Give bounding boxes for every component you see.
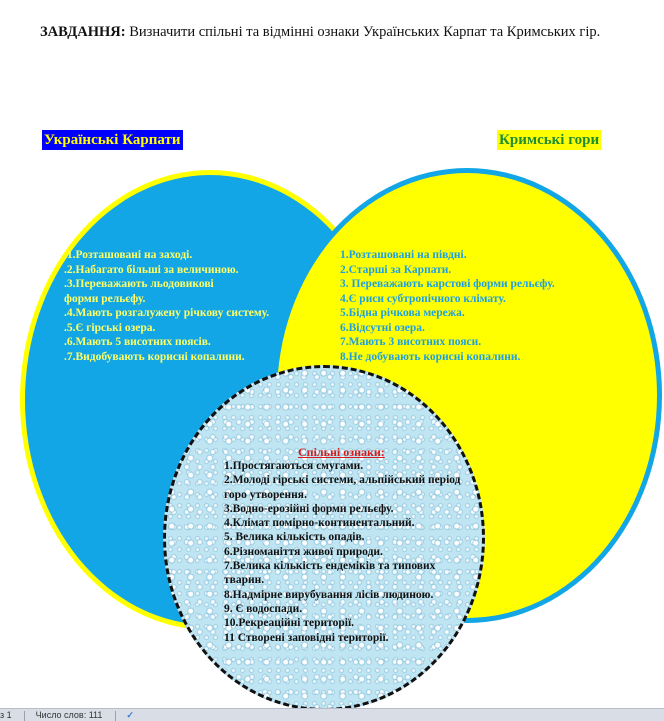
list-item: 3. Переважають карстові форми рельєфу. (340, 278, 555, 290)
list-item: .5.Є гірські озера. (64, 321, 156, 334)
list-item: .3.Переважають льодовикові (64, 278, 214, 290)
status-bar (0, 708, 664, 721)
list-item: 1.Розташовані на півдні. (340, 249, 467, 261)
list-item: .4.Мають розгалужену річкову систему. (64, 307, 270, 319)
list-item: 8.Не добувають корисні копалини. (340, 350, 521, 363)
list-item: 9. Є водоспади. (224, 602, 303, 615)
status-divider (115, 711, 116, 721)
list-item: форми рельєфу. (64, 292, 146, 305)
task-paragraph (40, 22, 640, 42)
list-item: 7.Мають 3 висотних пояси. (340, 336, 482, 348)
carpathians-list (64, 248, 326, 364)
common-features-list (224, 459, 474, 645)
list-item: .2.Набагато більші за величиною. (64, 263, 239, 276)
list-item: 1.Простягаються смугами. (224, 460, 364, 472)
list-item: 6.Відсутні озера. (340, 321, 425, 334)
word-count[interactable]: Число слов: 111 (35, 710, 103, 720)
list-item: 6.Різноманіття живої природи. (224, 545, 383, 558)
crimea-list (340, 248, 600, 364)
list-item: 4.Є риси субтропічного клімату. (340, 292, 506, 305)
task-label: ЗАВДАННЯ: (40, 24, 126, 40)
heading-crimea: Кримські гори (499, 132, 600, 148)
common-features-title: Спільні ознаки: (298, 445, 385, 459)
list-item: 8.Надмірне вирубування лісів людиною. (224, 588, 434, 601)
heading-carpathians: Українські Карпати (44, 132, 181, 148)
list-item: 10.Рекреаційні території. (224, 617, 355, 630)
task-text: Визначити спільні та відмінні ознаки Українських Карпат та Кримських гір. (125, 24, 601, 40)
list-item: 4.Клімат помірно-континентальний. (224, 517, 415, 530)
list-item: .1.Розташовані на заході. (64, 249, 193, 261)
list-item: .6.Мають 5 висотних поясів. (64, 336, 211, 348)
list-item: 2.Молоді гірські системи, альпійський період горо утворення. (224, 474, 461, 501)
list-item: 3.Водно-ерозійні форми рельєфу. (224, 502, 394, 515)
page-indicator[interactable]: з 1 (0, 710, 12, 720)
spellcheck-icon[interactable]: ✓ (126, 710, 134, 720)
list-item: 7.Велика кількість ендеміків та типових тварин. (224, 560, 436, 587)
status-divider (24, 711, 25, 721)
list-item: 2.Старші за Карпати. (340, 263, 452, 276)
list-item: 5.Бідна річкова мережа. (340, 307, 465, 319)
list-item: .7.Видобувають корисні копалини. (64, 350, 245, 363)
list-item: 11 Створені заповідні території. (224, 631, 389, 644)
list-item: 5. Велика кількість опадів. (224, 531, 365, 544)
